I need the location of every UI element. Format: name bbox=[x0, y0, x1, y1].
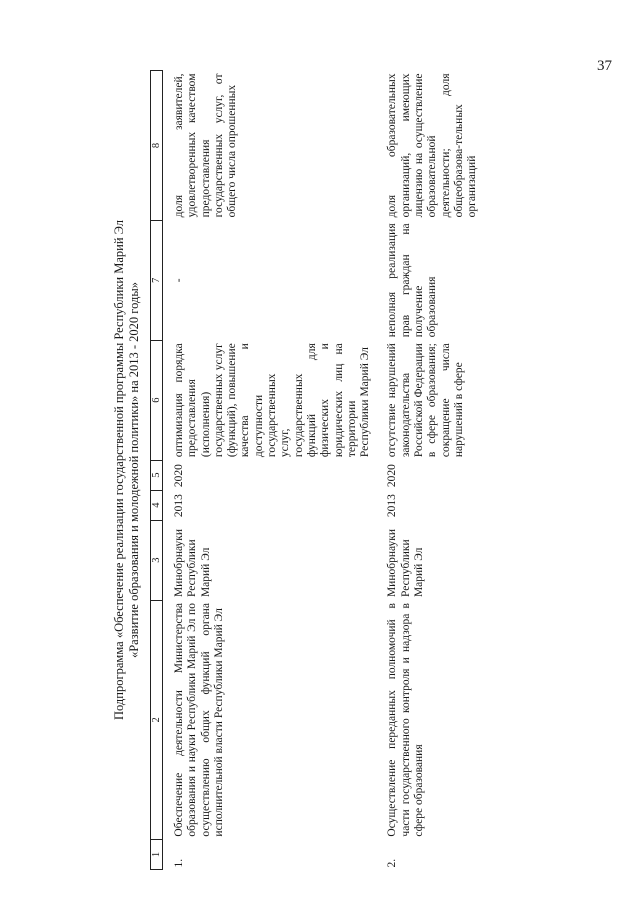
rotated-table-page bbox=[112, 70, 632, 870]
end-year: 2020 bbox=[386, 464, 399, 488]
column-number: 3 bbox=[151, 520, 163, 600]
related-indicators: доля образовательных организаций, имеющих лицензию на осуществление образовательной деятельности; доля общеобразова-тельных организаций bbox=[386, 73, 479, 218]
non-implementation-consequence: неполная реализация прав граждан на получение образования bbox=[386, 223, 439, 338]
start-year: 2013 bbox=[173, 494, 185, 518]
column-number: 1 bbox=[151, 840, 163, 870]
measure-name: Осуществление переданных полномочий в части государственного контроля и надзора в сфере образования bbox=[386, 603, 426, 837]
related-indicators: доля заявителей, удовлетворенных качеством предоставления государственных услуг, от общего числа опрошенных bbox=[173, 73, 239, 218]
measure-name: Обеспечение деятельности Министерства образования и науки Республики Марий Эл по осуществлению общих функций органа исполнительной власти Республики Марий Эл bbox=[173, 603, 225, 837]
column-number: 8 bbox=[151, 71, 163, 221]
table-row bbox=[376, 71, 483, 870]
end-year: 2020 bbox=[173, 464, 185, 488]
subprogram-title-line-2: «Развитие образования и молодежной политики» на 2013 - 2020 годы» bbox=[127, 282, 141, 659]
row-number: 1. bbox=[173, 858, 185, 868]
responsible-executor: Минобрнауки Республики Марий Эл bbox=[386, 528, 426, 598]
subprogram-title bbox=[112, 70, 142, 870]
column-number: 7 bbox=[151, 220, 163, 340]
expected-result: отсутствие нарушений законодательства Российской Федерации в сфере образования; сокращение числа нарушений в сфере bbox=[386, 343, 465, 458]
expected-result: оптимизация порядка предоставления (исполнения) государственных услуг (функций), повышение качества и доступности государственных услуг, государственных функций для физических и юридических лиц на территории Республики Марий Эл bbox=[173, 343, 372, 458]
column-number: 5 bbox=[151, 460, 163, 490]
column-number-header bbox=[151, 71, 163, 870]
column-number: 6 bbox=[151, 340, 163, 460]
measures-table bbox=[150, 70, 484, 870]
row-number: 2. bbox=[386, 858, 399, 868]
table-row bbox=[163, 71, 377, 870]
start-year: 2013 bbox=[386, 494, 399, 518]
page-number: 37 bbox=[597, 58, 612, 74]
column-number: 4 bbox=[151, 490, 163, 520]
non-implementation-consequence: - bbox=[173, 278, 185, 283]
responsible-executor: Минобрнауки Республики Марий Эл bbox=[173, 528, 212, 598]
subprogram-title-line-1: Подпрограмма «Обеспечение реализации государственной программы Республики Марий Эл bbox=[112, 220, 126, 720]
column-number: 2 bbox=[151, 600, 163, 840]
